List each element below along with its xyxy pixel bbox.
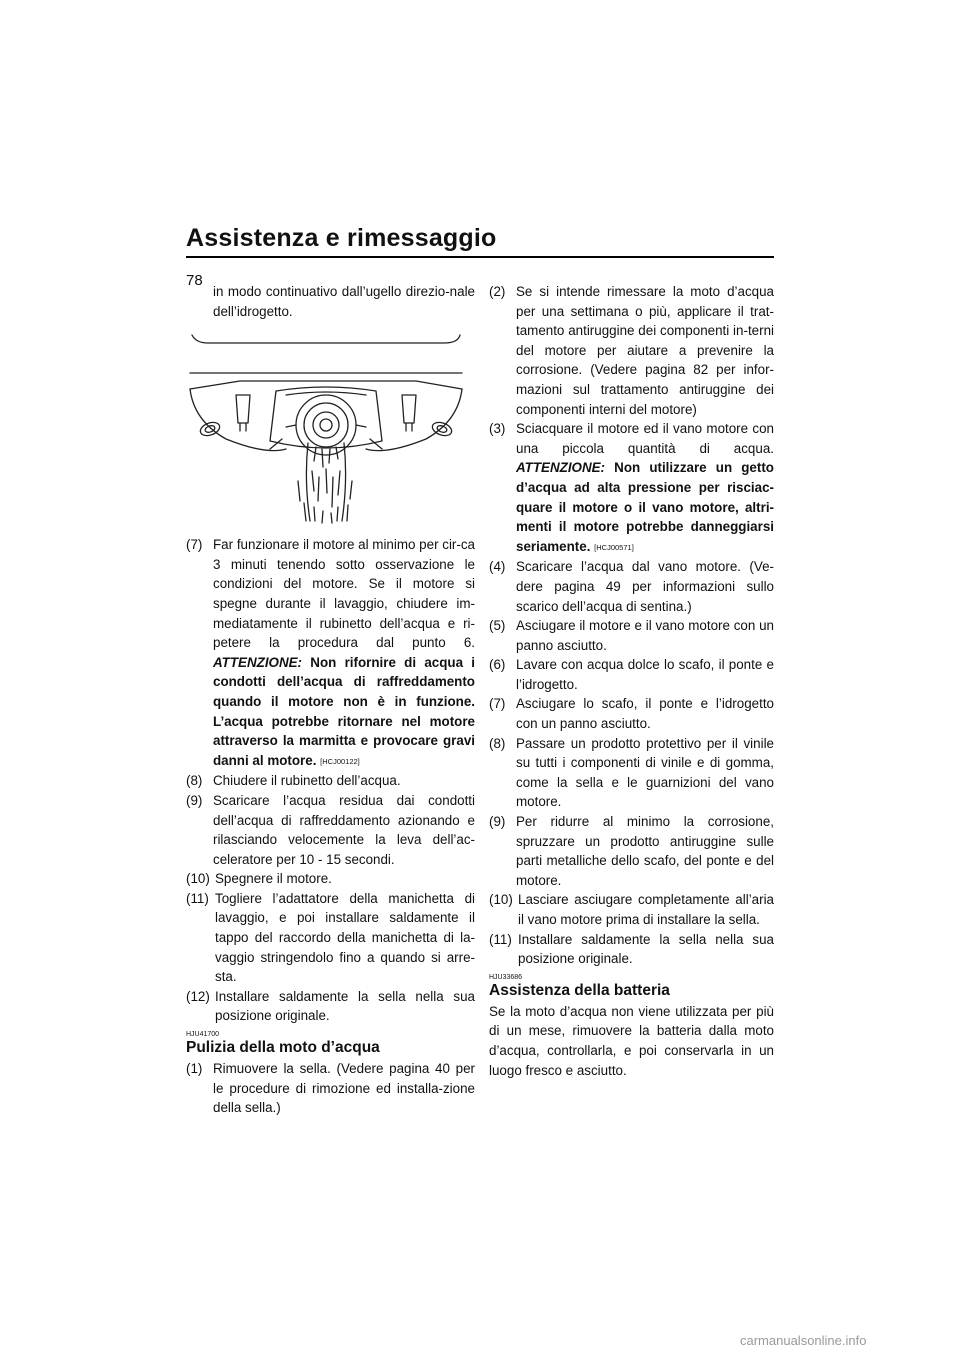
step-number: (8) (489, 735, 506, 751)
step-text: Asciugare il motore e il vano motore con un panno asciutto. (516, 618, 774, 653)
step-item (489, 282, 774, 419)
step-text: Rimuovere la sella. (Vedere pagina 40 per le procedure di rimozione ed installa-zione della sella.) (213, 1061, 475, 1116)
step-number: (6) (489, 657, 506, 673)
section-heading: Pulizia della moto d’acqua (186, 1039, 380, 1057)
step-item (489, 890, 774, 929)
left-column (186, 282, 475, 1118)
section-heading: Assistenza della batteria (489, 981, 670, 999)
caution-code: [HCJ00122] (320, 756, 360, 766)
caution-code: [HCJ00571] (594, 542, 634, 552)
step-text: Scaricare l’acqua residua dai condotti dell’acqua di raffreddamento azionando e rilasciando velocemente la leva dell’ac-celeratore per 10 - 15 secondi. (213, 792, 475, 867)
attention-text: Non rifornire di acqua i condotti dell’acqua di raffreddamento quando il motore non è in funzione. L’acqua potrebbe ritornare nel motore attraverso la marmitta e provocare gravi danni al motore. (213, 654, 475, 768)
jet-nozzle-illustration (186, 331, 466, 525)
title-rule (186, 256, 774, 258)
step-number: (4) (489, 559, 506, 575)
step-number: (8) (186, 773, 203, 789)
step-item (489, 655, 774, 694)
attention-label: ATTENZIONE: (213, 654, 303, 670)
step-text: Chiudere il rubinetto dell’acqua. (213, 773, 401, 789)
step-text: Se si intende rimessare la moto d’acqua per una settimana o più, applicare il trat-tamento antiruggine dei componenti in-terni del motore per aiutare a prevenire la corrosione. (Vedere pagina 82 per infor-mazioni sul trattamento antiruggine dei componenti interni del motore) (516, 284, 774, 417)
step-item (186, 771, 475, 791)
step-item (489, 419, 774, 557)
intro-text: in modo continuativo dall’ugello direzio-nale dell’idrogetto. (213, 284, 475, 319)
step-text: Per ridurre al minimo la corrosione, spruzzare un prodotto antiruggine sulle parti metalliche dello scafo, del ponte e del motore. (516, 814, 774, 888)
step-item (489, 557, 774, 616)
watermark: carmanualsonline.info (740, 1333, 867, 1348)
step-item (186, 869, 475, 889)
section-id: HJU41700 (186, 1031, 220, 1039)
section-id: HJU33686 (489, 973, 523, 981)
step-number: (3) (489, 421, 506, 437)
step-text: Lavare con acqua dolce lo scafo, il ponte e l’idrogetto. (516, 657, 774, 692)
attention-label: ATTENZIONE: (516, 460, 606, 476)
step-item (489, 734, 774, 812)
step-text: Installare saldamente la sella nella sua posizione originale. (215, 988, 475, 1024)
step-text: Sciacquare il motore ed il vano motore con una piccola quantità di acqua. (516, 421, 774, 456)
step-text: Far funzionare il motore al minimo per cir-ca 3 minuti tenendo sotto osservazione le condizioni del motore. Se il motore si spegne durante il lavaggio, chiudere im-mediatamente il rubinetto dell’acqua e ri-petere la procedura dal punto 6. (213, 537, 475, 651)
step-item (186, 1059, 475, 1118)
section-text: Se la moto d’acqua non viene utilizzata per più di un mese, rimuovere la batteria dalla moto d’acqua, controllarla, e poi conservarla in un luogo fresco e asciutto. (489, 1003, 774, 1078)
step-number: (10) (489, 892, 513, 908)
step-text: Lasciare asciugare completamente all’aria il vano motore prima di installare la sella. (518, 892, 774, 927)
step-number: (10) (186, 871, 210, 887)
step-number: (12) (186, 988, 210, 1004)
right-column (489, 282, 774, 1080)
step-text: Installare saldamente la sella nella sua posizione originale. (518, 931, 774, 967)
step-item (489, 616, 774, 655)
step-number: (7) (186, 537, 203, 553)
attention-text: Non utilizzare un getto d’acqua ad alta pressione per risciac-quare il motore o il vano motore, altri-menti il motore potrebbe danneggiarsi seriamente. (516, 460, 774, 554)
page-number: 78 (186, 272, 203, 289)
step-text: Togliere l’adattatore della manichetta di lavaggio, e poi installare saldamente il tappo del raccordo della manichetta di la-vaggio stringendolo fino a quando si arre-sta. (215, 890, 475, 985)
step-number: (7) (489, 696, 506, 712)
step-item (186, 987, 475, 1026)
step-number: (2) (489, 284, 506, 299)
step-number: (5) (489, 618, 506, 634)
page-title: Assistenza e rimessaggio (186, 224, 497, 252)
step-item (186, 889, 475, 987)
step-text: Scaricare l’acqua dal vano motore. (Ve-dere pagina 49 per informazioni sullo scarico dell’acqua di sentina.) (516, 559, 774, 614)
step-number: (11) (186, 890, 209, 906)
step-item (489, 694, 774, 733)
step-number: (1) (186, 1061, 203, 1077)
step-item (186, 535, 475, 771)
step-text: Passare un prodotto protettivo per il vinile su tutti i componenti di vinile e di gomma, come la sella e le guarnizioni del vano motore. (516, 735, 774, 810)
step-item (489, 812, 774, 890)
step-item (186, 791, 475, 869)
step-body (213, 535, 475, 771)
step-number: (9) (489, 814, 506, 830)
step-item (489, 930, 774, 969)
step-number: (9) (186, 792, 203, 808)
step-body (516, 419, 774, 557)
step-text: Asciugare lo scafo, il ponte e l’idrogetto con un panno asciutto. (516, 696, 774, 732)
step-number: (11) (489, 931, 512, 947)
step-text: Spegnere il motore. (215, 871, 332, 887)
